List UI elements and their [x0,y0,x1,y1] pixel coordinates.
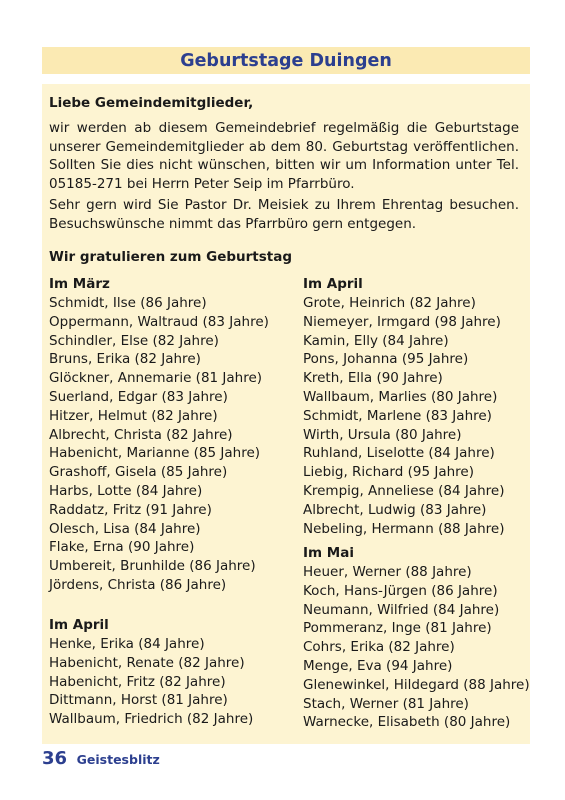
left-column-maerz [49,275,269,595]
month-heading: Im Mai [303,545,354,561]
birthday-entry: Glöckner, Annemarie (81 Jahre) [49,370,263,387]
birthday-entry: Grashoff, Gisela (85 Jahre) [49,464,228,481]
birthday-entry: Stach, Werner (81 Jahre) [303,695,469,712]
birthday-entry: Hitzer, Helmut (82 Jahre) [49,407,218,424]
birthday-entry: Olesch, Lisa (84 Jahre) [49,520,201,537]
birthday-entry: Umbereit, Brunhilde (86 Jahre) [49,558,256,575]
birthday-entry: Niemeyer, Irmgard (98 Jahre) [303,313,501,330]
birthday-entry: Jördens, Christa (86 Jahre) [49,576,227,593]
page-number: 36 [42,748,68,769]
birthday-entry: Pommeranz, Inge (81 Jahre) [303,620,492,637]
birthday-entry: Habenicht, Fritz (82 Jahre) [49,673,226,690]
birthday-entry: Glenewinkel, Hildegard (88 Jahre) [303,676,530,693]
birthday-entry: Wallbaum, Friedrich (82 Jahre) [49,711,254,728]
left-column-april [49,616,253,729]
birthday-entry: Harbs, Lotte (84 Jahre) [49,482,203,499]
birthday-entry: Ruhland, Liselotte (84 Jahre) [303,445,495,462]
birthday-entry: Krempig, Anneliese (84 Jahre) [303,482,505,499]
month-heading: Im März [49,276,110,292]
birthday-entry: Neumann, Wilfried (84 Jahre) [303,601,500,618]
birthday-list [49,635,253,729]
birthday-entry: Grote, Heinrich (82 Jahre) [303,295,476,311]
birthday-entry: Raddatz, Fritz (91 Jahre) [49,501,212,518]
greeting: Liebe Gemeindemitglieder, [49,95,254,111]
birthday-entry: Habenicht, Renate (82 Jahre) [49,654,245,671]
intro-paragraph-2: Sehr gern wird Sie Pastor Dr. Meisiek zu Ihrem Ehrentag besuchen. Besuchswünsche nimmt das Pfarrbüro gern entgegen. [49,197,519,232]
month-heading: Im April [303,276,363,292]
birthday-list [303,294,505,538]
birthday-entry: Bruns, Erika (82 Jahre) [49,351,201,368]
month-heading: Im April [49,617,109,633]
magazine-name: Geistesblitz [76,752,160,767]
birthday-list [49,294,269,595]
header-bar [42,47,530,74]
birthday-entry: Schindler, Else (82 Jahre) [49,332,219,349]
birthday-entry: Pons, Johanna (95 Jahre) [303,351,469,368]
birthday-entry: Flake, Erna (90 Jahre) [49,539,195,556]
birthday-entry: Oppermann, Waltraud (83 Jahre) [49,313,269,330]
birthday-entry: Kamin, Elly (84 Jahre) [303,332,449,349]
birthday-entry: Wirth, Ursula (80 Jahre) [303,426,462,443]
birthday-entry: Albrecht, Ludwig (83 Jahre) [303,501,487,518]
footer [42,748,160,769]
birthday-entry: Schmidt, Ilse (86 Jahre) [49,295,207,311]
birthday-entry: Koch, Hans-Jürgen (86 Jahre) [303,582,498,599]
page-title: Geburtstage Duingen [180,51,392,71]
section-title: Wir gratulieren zum Geburtstag [49,249,293,265]
right-column-mai [303,544,530,732]
right-column-april [303,275,505,538]
birthday-entry: Suerland, Edgar (83 Jahre) [49,388,228,405]
birthday-entry: Menge, Eva (94 Jahre) [303,657,453,674]
birthday-list [303,563,530,732]
birthday-entry: Wallbaum, Marlies (80 Jahre) [303,388,498,405]
birthday-entry: Warnecke, Elisabeth (80 Jahre) [303,714,511,731]
birthday-entry: Schmidt, Marlene (83 Jahre) [303,407,492,424]
birthday-entry: Liebig, Richard (95 Jahre) [303,464,474,481]
birthday-entry: Dittmann, Horst (81 Jahre) [49,692,228,709]
birthday-entry: Kreth, Ella (90 Jahre) [303,370,443,387]
birthday-entry: Cohrs, Erika (82 Jahre) [303,639,455,656]
birthday-entry: Heuer, Werner (88 Jahre) [303,564,472,580]
intro-paragraph-1: wir werden ab diesem Gemeindebrief regelmäßig die Geburtstage unserer Gemeindemitglieder ab dem 80. Geburtstag veröffentlichen. Sollten Sie dies nicht wünschen, bitten wir um Information unter Tel. 05185-271 bei Herrn Peter Seip im Pfarrbüro. [49,120,519,192]
birthday-entry: Habenicht, Marianne (85 Jahre) [49,445,261,462]
birthday-entry: Henke, Erika (84 Jahre) [49,636,205,652]
birthday-entry: Albrecht, Christa (82 Jahre) [49,426,233,443]
birthday-entry: Nebeling, Hermann (88 Jahre) [303,520,505,537]
